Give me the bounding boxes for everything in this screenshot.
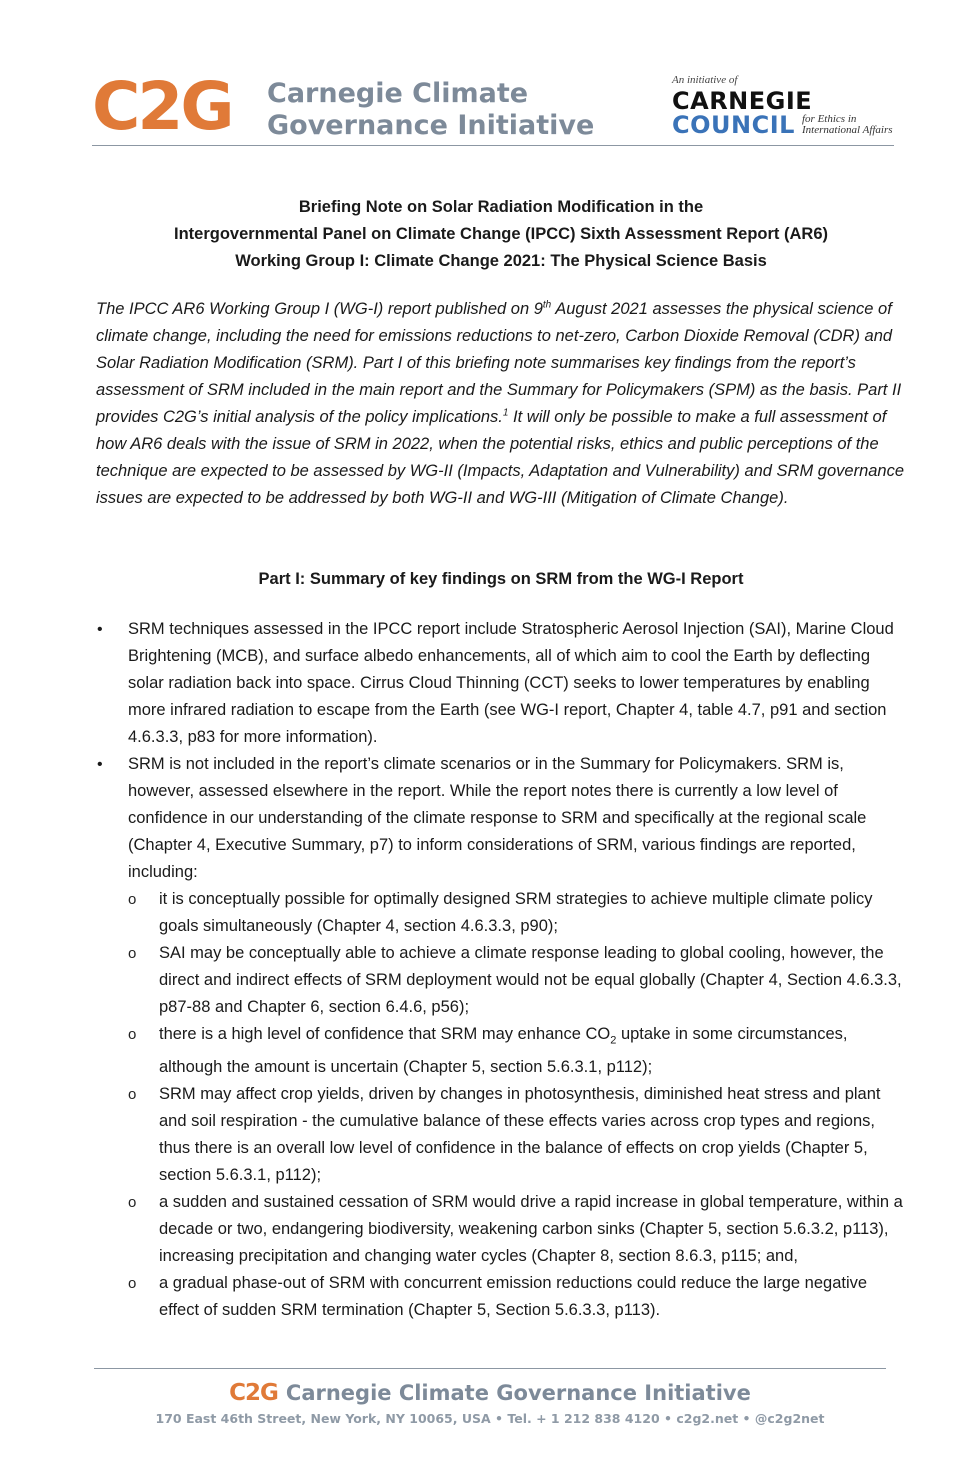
list-item xyxy=(0,751,908,1324)
sub-list-item xyxy=(128,1081,908,1189)
c2g-logo xyxy=(92,68,232,145)
co2-subscript: 2 xyxy=(610,1034,617,1047)
intro-paragraph xyxy=(96,296,908,512)
circle-bullet-icon: o xyxy=(128,1275,137,1293)
intro-text-2: August 2021 assesses the physical science of climate change, including the need for emissions reductions to net-zero, Carbon Dioxide Removal (CDR) and Solar Radiation Modification (SRM). Part I of this briefing note summarises key findings from the report’s assessment of SRM included in the main report and the Summary for Policymakers (SPM) as the basis. Part II provides C2G’s initial analysis of the policy implications. xyxy=(96,300,902,426)
org-name-line-1: Carnegie Climate xyxy=(267,78,529,109)
intro-text-1: The IPCC AR6 Working Group I (WG-I) report published on 9 xyxy=(96,300,543,318)
sub-item-text: SRM may affect crop yields, driven by changes in photosynthesis, diminished heat stress and plant and soil respiration - the cumulative balance of these effects varies across crop types and regions, thus there is an overall low level of confidence in the balance of effects on crop yields (Chapter 5, section 5.6.3.1, p112); xyxy=(159,1085,881,1185)
circle-bullet-icon: o xyxy=(128,945,137,962)
sub-list-item xyxy=(128,886,908,940)
sub-item-text-cont: uptake in some circumstances, although the amount is uncertain (Chapter 5, section 5.6.3.1, p112); xyxy=(159,1025,848,1077)
findings-list xyxy=(0,616,980,1324)
sub-list-item xyxy=(128,1189,908,1270)
sub-item-text: it is conceptually possible for optimally designed SRM strategies to achieve multiple climate policy goals simultaneously (Chapter 4, section 4.6.3.3, p90); xyxy=(159,890,873,935)
org-name-line-2: Governance Initiative xyxy=(267,110,595,141)
partner-name-council: COUNCIL xyxy=(672,111,795,139)
ordinal-suffix: th xyxy=(542,299,552,311)
sub-findings-list xyxy=(128,886,908,1324)
footnote-marker[interactable]: 1 xyxy=(502,407,509,419)
bullet-icon: • xyxy=(97,756,103,773)
footer-address: 170 East 46th Street, New York, NY 10065, USA • Tel. + 1 212 838 4120 • c2g2.net • @c2g2net xyxy=(155,1411,825,1426)
title-line-1: Briefing Note on Solar Radiation Modification in the xyxy=(298,198,704,216)
list-item xyxy=(0,616,908,751)
c2g-logo-mark: C2G xyxy=(92,68,232,145)
sub-item-text: a sudden and sustained cessation of SRM would drive a rapid increase in global temperature, within a decade or two, endangering biodiversity, weakening carbon sinks (Chapter 5, section 5.6.3.2, p113), increasing precipitation and changing water cycles (Chapter 8, section 8.6.3, p115; and, xyxy=(159,1193,903,1266)
header-divider xyxy=(92,145,894,146)
footer-logo-mark: C2G xyxy=(229,1380,278,1406)
partner-name-carnegie: CARNEGIE xyxy=(672,87,813,115)
footer-org-name: Carnegie Climate Governance Initiative xyxy=(285,1381,751,1405)
circle-bullet-icon: o xyxy=(128,1194,137,1212)
partner-tagline xyxy=(802,114,893,136)
sub-list-item xyxy=(128,940,908,1021)
footer-divider xyxy=(94,1368,886,1369)
partner-tagline-2: International Affairs xyxy=(802,124,893,136)
bullet-icon: • xyxy=(97,621,103,638)
sub-list-item xyxy=(128,1021,908,1081)
document-title xyxy=(92,194,910,275)
title-line-2: Intergovernmental Panel on Climate Change (IPCC) Sixth Assessment Report (AR6) xyxy=(173,225,828,243)
intro-text-3: It will only be possible to make a full assessment of how AR6 deals with the issue of SRM in 2022, when the potential risks, ethics and public perceptions of the technique are expected to be assessed by WG-II (Impacts, Adaptation and Vulnerability) and SRM governance issues are expected to be addressed by both WG-II and WG-III (Mitigation of Climate Change). xyxy=(96,408,905,507)
bullet-text: SRM techniques assessed in the IPCC report include Stratospheric Aerosol Injection (SAI), Marine Cloud Brightening (MCB), and surface albedo enhancements, all of which aim to cool the Earth by deflecting solar radiation back into space. Cirrus Cloud Thinning (CCT) seeks to lower temperatures by enabling more infrared radiation to escape from the Earth (see WG-I report, Chapter 4, table 4.7, p91 and section 4.6.3.3, p83 for more information). xyxy=(128,620,894,746)
sub-item-text: SAI may be conceptually able to achieve a climate response leading to global cooling, however, the direct and indirect effects of SRM deployment would not be equal globally (Chapter 4, Section 4.6.3.3, p87-88 and Chapter 6, section 6.4.6, p56); xyxy=(159,944,902,1016)
part1-heading: Part I: Summary of key findings on SRM from the WG-I Report xyxy=(258,570,744,588)
partner-tagline-1: for Ethics in xyxy=(802,113,857,125)
partner-initiative-label: An initiative of xyxy=(672,74,738,86)
circle-bullet-icon: o xyxy=(128,891,137,908)
circle-bullet-icon: o xyxy=(128,1086,137,1104)
footer-logo xyxy=(0,1378,980,1408)
sub-list-item xyxy=(128,1270,908,1324)
sub-item-text: a gradual phase-out of SRM with concurrent emission reductions could reduce the large negative effect of sudden SRM termination (Chapter 5, Section 5.6.3.3, p113). xyxy=(159,1274,868,1320)
circle-bullet-icon: o xyxy=(128,1026,137,1043)
bullet-text: SRM is not included in the report’s climate scenarios or in the Summary for Policymakers. SRM is, however, assessed elsewhere in the report. While the report notes there is currently a low level of confidence in our understanding of the climate response to SRM and specifically at the regional scale (Chapter 4, Executive Summary, p7) to inform considerations of SRM, various findings are reported, including: xyxy=(128,755,867,881)
title-line-3: Working Group I: Climate Change 2021: The Physical Science Basis xyxy=(235,252,767,270)
letterhead xyxy=(92,70,894,148)
c2g-org-name xyxy=(267,78,594,142)
sub-item-text: there is a high level of confidence that SRM may enhance CO xyxy=(159,1025,611,1043)
